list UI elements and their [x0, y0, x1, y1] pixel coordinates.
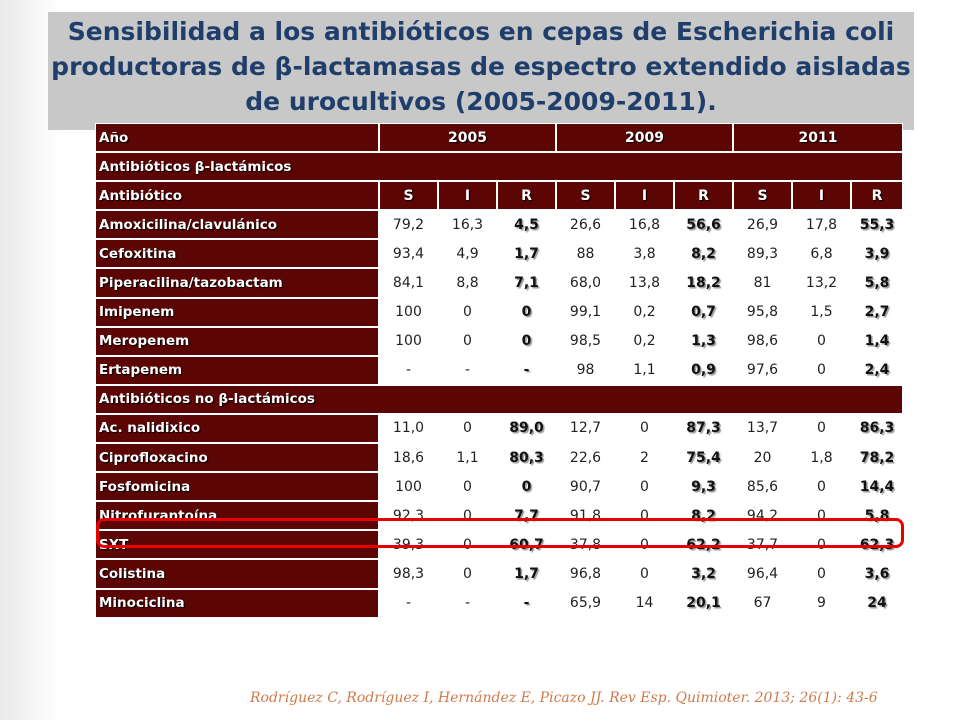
value-cell: 1,1 — [615, 356, 674, 385]
antibiotic-name: Ciprofloxacino — [95, 443, 379, 472]
resistance-value: 62,3 — [851, 530, 903, 559]
value-cell: 92,3 — [379, 501, 438, 530]
value-cell: 88 — [556, 239, 615, 268]
resistance-value: 1,3 — [674, 327, 733, 356]
value-cell: 14 — [615, 589, 674, 618]
value-cell: 67 — [733, 589, 792, 618]
value-cell: 8,8 — [438, 268, 497, 297]
value-cell: 16,8 — [615, 210, 674, 239]
value-cell: 98,6 — [733, 327, 792, 356]
value-cell: 0 — [438, 298, 497, 327]
value-cell: 16,3 — [438, 210, 497, 239]
sir-column-header: S — [379, 181, 438, 210]
value-cell: 0 — [792, 559, 851, 588]
resistance-value: 24 — [851, 589, 903, 618]
resistance-value: 80,3 — [497, 443, 556, 472]
resistance-value: 8,2 — [674, 239, 733, 268]
sir-column-header: R — [497, 181, 556, 210]
antibiotic-name: Amoxicilina/clavulánico — [95, 210, 379, 239]
resistance-value: 20,1 — [674, 589, 733, 618]
value-cell: 6,8 — [792, 239, 851, 268]
value-cell: 1,8 — [792, 443, 851, 472]
value-cell: 99,1 — [556, 298, 615, 327]
antibiotic-name: Imipenem — [95, 298, 379, 327]
resistance-value: 60,7 — [497, 530, 556, 559]
year-header: 2011 — [733, 123, 903, 152]
fosfomicina-highlight — [96, 518, 904, 548]
value-cell: 98 — [556, 356, 615, 385]
sir-column-header: R — [674, 181, 733, 210]
resistance-value: 3,6 — [851, 559, 903, 588]
value-cell: 0 — [438, 472, 497, 501]
resistance-value: 7,1 — [497, 268, 556, 297]
resistance-value: - — [497, 356, 556, 385]
table-row — [95, 210, 903, 239]
value-cell: 13,8 — [615, 268, 674, 297]
citation: Rodríguez C, Rodríguez I, Hernández E, Picazo JJ. Rev Esp. Quimioter. 2013; 26(1): 43-6 — [250, 690, 878, 706]
resistance-value: 4,5 — [497, 210, 556, 239]
value-cell: 97,6 — [733, 356, 792, 385]
value-cell: 0 — [438, 414, 497, 443]
value-cell: 79,2 — [379, 210, 438, 239]
value-cell: 13,2 — [792, 268, 851, 297]
antibiotic-name: Meropenem — [95, 327, 379, 356]
table-row — [95, 239, 903, 268]
resistance-value: 0 — [497, 298, 556, 327]
value-cell: 4,9 — [438, 239, 497, 268]
table-row — [95, 472, 903, 501]
value-cell: 98,5 — [556, 327, 615, 356]
value-cell: 0 — [438, 559, 497, 588]
value-cell: 0,2 — [615, 327, 674, 356]
antibiotic-name: Colistina — [95, 559, 379, 588]
value-cell: 0 — [438, 530, 497, 559]
value-cell: 11,0 — [379, 414, 438, 443]
value-cell: 12,7 — [556, 414, 615, 443]
value-cell: 0 — [615, 501, 674, 530]
resistance-value: 89,0 — [497, 414, 556, 443]
resistance-value: 86,3 — [851, 414, 903, 443]
section-beta-lactam-label: Antibióticos β-lactámicos — [95, 152, 903, 181]
subheader-row — [95, 181, 903, 210]
value-cell: 3,8 — [615, 239, 674, 268]
value-cell: 0 — [438, 327, 497, 356]
antibiotic-name: Minociclina — [95, 589, 379, 618]
value-cell: 0 — [792, 356, 851, 385]
resistance-value: 5,8 — [851, 268, 903, 297]
sir-column-header: I — [438, 181, 497, 210]
value-cell: 91,8 — [556, 501, 615, 530]
year-header-row — [95, 123, 903, 152]
value-cell: 0 — [792, 327, 851, 356]
resistance-value: 56,6 — [674, 210, 733, 239]
value-cell: 20 — [733, 443, 792, 472]
value-cell: 13,7 — [733, 414, 792, 443]
value-cell: 26,6 — [556, 210, 615, 239]
value-cell: 39,3 — [379, 530, 438, 559]
resistance-value: 18,2 — [674, 268, 733, 297]
table-row — [95, 298, 903, 327]
value-cell: 84,1 — [379, 268, 438, 297]
year-label: Año — [95, 123, 379, 152]
sir-column-header: I — [615, 181, 674, 210]
value-cell: 37,8 — [556, 530, 615, 559]
value-cell: 2 — [615, 443, 674, 472]
sir-column-header: S — [556, 181, 615, 210]
value-cell: 93,4 — [379, 239, 438, 268]
resistance-value: 75,4 — [674, 443, 733, 472]
table-row — [95, 589, 903, 618]
resistance-value: 62,2 — [674, 530, 733, 559]
section-non-beta-lactam — [95, 385, 903, 414]
value-cell: 100 — [379, 327, 438, 356]
value-cell: 0 — [792, 501, 851, 530]
year-header: 2009 — [556, 123, 733, 152]
value-cell: 22,6 — [556, 443, 615, 472]
resistance-value: 78,2 — [851, 443, 903, 472]
table-row — [95, 268, 903, 297]
value-cell: 94,2 — [733, 501, 792, 530]
value-cell: 0 — [615, 530, 674, 559]
value-cell: 85,6 — [733, 472, 792, 501]
value-cell: 0 — [792, 530, 851, 559]
sir-column-header: S — [733, 181, 792, 210]
value-cell: 96,4 — [733, 559, 792, 588]
table-row — [95, 443, 903, 472]
resistance-value: 0,7 — [674, 298, 733, 327]
resistance-value: - — [497, 589, 556, 618]
value-cell: 0 — [438, 501, 497, 530]
resistance-value: 0,9 — [674, 356, 733, 385]
value-cell: 68,0 — [556, 268, 615, 297]
resistance-value: 1,4 — [851, 327, 903, 356]
value-cell: 100 — [379, 298, 438, 327]
value-cell: 0 — [615, 414, 674, 443]
value-cell: 26,9 — [733, 210, 792, 239]
antibiotic-name: Nitrofurantoína — [95, 501, 379, 530]
sir-column-header: R — [851, 181, 903, 210]
resistance-value: 1,7 — [497, 559, 556, 588]
slide-title: Sensibilidad a los antibióticos en cepas de Escherichia coli productoras de β-lactamasas de espectro extendido aisladas de urocultivos (2005-2009-2011). — [51, 17, 911, 116]
resistance-value: 9,3 — [674, 472, 733, 501]
resistance-value: 7,7 — [497, 501, 556, 530]
resistance-value: 0 — [497, 472, 556, 501]
antibiotic-name: Piperacilina/tazobactam — [95, 268, 379, 297]
value-cell: - — [438, 356, 497, 385]
value-cell: 81 — [733, 268, 792, 297]
section-beta-lactam — [95, 152, 903, 181]
value-cell: 37,7 — [733, 530, 792, 559]
value-cell: - — [379, 356, 438, 385]
value-cell: 0 — [615, 559, 674, 588]
value-cell: 1,5 — [792, 298, 851, 327]
value-cell: 90,7 — [556, 472, 615, 501]
section-non-beta-lactam-label: Antibióticos no β-lactámicos — [95, 385, 903, 414]
value-cell: 65,9 — [556, 589, 615, 618]
value-cell: 89,3 — [733, 239, 792, 268]
value-cell: 96,8 — [556, 559, 615, 588]
resistance-value: 5,8 — [851, 501, 903, 530]
value-cell: 0 — [792, 414, 851, 443]
value-cell: 95,8 — [733, 298, 792, 327]
value-cell: 1,1 — [438, 443, 497, 472]
resistance-value: 0 — [497, 327, 556, 356]
value-cell: 9 — [792, 589, 851, 618]
resistance-value: 2,7 — [851, 298, 903, 327]
value-cell: 100 — [379, 472, 438, 501]
value-cell: - — [379, 589, 438, 618]
table-row — [95, 559, 903, 588]
value-cell: 0 — [792, 472, 851, 501]
resistance-value: 55,3 — [851, 210, 903, 239]
antibiotic-name: SXT — [95, 530, 379, 559]
resistance-value: 2,4 — [851, 356, 903, 385]
resistance-value: 14,4 — [851, 472, 903, 501]
value-cell: 0,2 — [615, 298, 674, 327]
antibiotic-column-header: Antibiótico — [95, 181, 379, 210]
year-header: 2005 — [379, 123, 556, 152]
value-cell: 98,3 — [379, 559, 438, 588]
value-cell: 17,8 — [792, 210, 851, 239]
table-row — [95, 356, 903, 385]
resistance-value: 8,2 — [674, 501, 733, 530]
antibiotic-name: Ertapenem — [95, 356, 379, 385]
antibiotic-name: Fosfomicina — [95, 472, 379, 501]
sir-column-header: I — [792, 181, 851, 210]
value-cell: 18,6 — [379, 443, 438, 472]
antibiotic-name: Cefoxitina — [95, 239, 379, 268]
table-row — [95, 327, 903, 356]
resistance-value: 87,3 — [674, 414, 733, 443]
resistance-value: 3,2 — [674, 559, 733, 588]
antibiotic-name: Ac. nalidixico — [95, 414, 379, 443]
value-cell: - — [438, 589, 497, 618]
resistance-value: 1,7 — [497, 239, 556, 268]
table-row — [95, 414, 903, 443]
value-cell: 0 — [615, 472, 674, 501]
resistance-value: 3,9 — [851, 239, 903, 268]
